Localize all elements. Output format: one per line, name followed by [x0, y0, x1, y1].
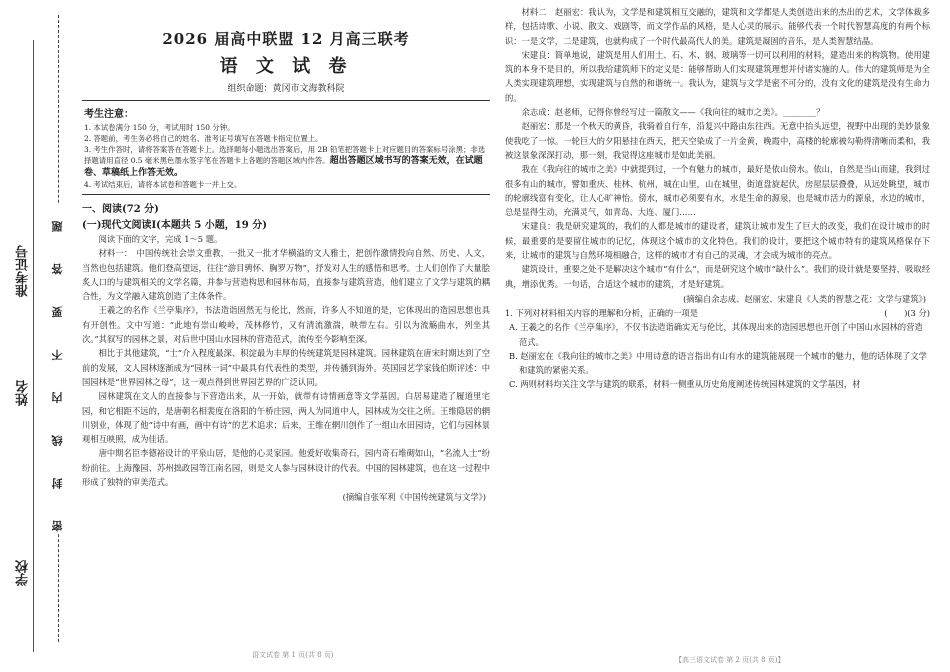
right-column: [505, 5, 930, 665]
passage-paragraph: 宋建良：简单地说，建筑是用人们用土、石、木、钢、玻璃等一切可以利用的材料，建造出来的构筑物。使用建筑的本身不是目的，所以我给建筑师下的定义是：能够帮助人们实现建筑理想并付诸实施的人。伟大的建筑师是为全人类实现建筑理想，实现建筑与自然的和谐统一。我认为，建筑与文学是密不可分的，没有文化的建筑是没有生命力的。: [505, 49, 930, 103]
exam-title: 2026 届高中联盟 12 月高三联考: [162, 30, 410, 48]
notes-title: 考生注意：: [84, 109, 134, 120]
note-item: 4. 考试结束后，请将本试卷和答题卡一并上交。: [84, 180, 242, 189]
notes-emphasis: 超出答题区域书写的答案无效，在试题卷、草稿纸上作答无效。: [84, 156, 483, 178]
name-label: 姓名: [16, 380, 31, 406]
exam-notes: [82, 100, 490, 195]
source-citation: (摘编自余志成、赵丽宏、宋建良《人类的智慧之花：文学与建筑》): [683, 293, 926, 304]
source-citation: (摘编自张军利《中国传统建筑与文学》): [342, 492, 486, 503]
binding-strip: [0, 0, 78, 672]
passage-paragraph: 唐中期名臣李德裕设计的平泉山居，是他的心灵家园。他爱好收集奇石，园内奇石堆砌如山，“名流人士”纷纷前往。上海豫园、苏州拙政园等江南名园，则是文人参与园林设计的代表。中国的园林建筑，也在这一过程中形成了独特的审美范式。: [82, 448, 490, 488]
option-c: C. 两则材料均关注文学与建筑的联系，材料一侧重从历史角度阐述传统园林建筑的文学基因，材: [509, 379, 861, 390]
passage-paragraph: 材料二 赵丽宏：我认为，文学是和建筑相互交融的，建筑和文学都是人类创造出来的杰出的艺术，文学体裁多样，包括诗歌、小说、散文、戏剧等，而文学作品的风格，是人心灵的展示。能够代表一个时代智慧高度的有两个标识：一是文学，二是建筑，也就构成了一个时代最高代人的美。建筑是凝固的音乐，是人类智慧结晶。: [505, 7, 930, 46]
section-heading: 一、阅读(72 分): [82, 204, 159, 215]
option-a: A. 王羲之的名作《兰亭集序》，不仅书法造诣确实无与伦比，其体现出来的造园思想也开创了中国山水园林的营造范式。: [509, 322, 923, 347]
option-b: B. 赵丽宏在《我向往的城市之美》中用诗意的语言指出有山有水的建筑能展现一个城市的魅力，他的话体现了文学和建筑的紧密关系。: [509, 350, 927, 376]
left-column: [82, 20, 490, 660]
page-footer: 语文试卷 第 1 页(共 8 页): [252, 651, 334, 659]
passage-paragraph: 王羲之的名作《兰亭集序》，书法造诣固然无与伦比，然而，许多人不知道的是，它体现出的造园思想也具有开创性。文中写道：“此地有崇山峻岭，茂林修竹，又有清流激湍，映带左右。引以为流觞曲水，列坐其次。”其叙写的园林之景，对后世中国山水园林的营造范式，流传至今影响至深。: [82, 305, 490, 345]
answer-blank[interactable]: ( )(3 分): [884, 307, 930, 318]
question-stem: 1. 下列对材料相关内容的理解和分析，正确的一项是 ( )(3 分): [505, 306, 930, 320]
note-item: 2. 答题前，考生务必将自己的姓名、准考证号填写在答题卡指定位置上。: [84, 134, 323, 143]
organizer: 组织命题：黄冈市文海教科院: [227, 84, 345, 94]
passage-paragraph: 相比于其他建筑，“士”介入程度最深、积淀最为丰厚的传统建筑是园林建筑。园林建筑在唐宋时期达到了空前的发展，文人园林逐渐成为“园林一词”中最具有代表性的类型，并传播到海外。英国园艺学家钱伯斯评述：中国园林是“世界园林之母”，这一观点得到世界园艺界的广泛认同。: [82, 348, 490, 387]
seal-line-text: 密 封 线 内 不 要 答 题: [51, 207, 64, 532]
passage-paragraph: 余志成：赵老师，记得你曾经写过一篇散文——《我向往的城市之美》。________？: [521, 107, 825, 118]
passage-paragraph: 赵丽宏：那是一个秋天的黄昏，我骑着自行车，沿复兴中路由东往西。无意中抬头远望，视野中出现的美妙景象使我吃了一惊。一轮巨大的夕阳悬挂在西天，把天空染成了一片金黄，晚霞中，高楼的轮廓被勾勒得清晰而柔和，我被这景象深深打动，那一刻，我觉得这座城市是如此美丽。: [505, 121, 930, 160]
passage-paragraph: 宋建良：我是研究建筑的，我们的人都是城市的建设者，建筑让城市发生了巨大的改变，我们在设计城市的时候，最重要的是要留住城市的记忆，体现这个城市的文化特色。我们的设计，要把这个城市特有的建筑风格保存下来，让城市的建筑与自然环境相融合，这样的城市才有自己的灵魂，才会成为城市的亮点。: [505, 221, 930, 261]
passage-paragraph: 园林建筑在文人的直接参与下营造出来，从一开始，就带有诗情画意等文学基因。白居易建造了履道里宅园，和它相距不远的，是唐朝名相裴度在洛阳的午桥庄园，两人为同道中人，园林成为交往之所。王维隐居的辋川别业，体现了他“诗中有画，画中有诗”的艺术追求；后来，王维在辋川创作了一组山水田园诗，它们与园林景观相互映照，成为佳话。: [82, 391, 490, 445]
reading-instruction: 阅读下面的文字，完成 1～5 题。: [98, 234, 223, 244]
passage-paragraph: 我在《我向往的城市之美》中就提到过，一个有魅力的城市，最好是依山傍水。依山，自然是当山而建，我到过很多有山的城市，譬如重庆、桂林、杭州，城在山里，山在城里，街道盘旋起伏，房屋层层叠叠，从远处眺望，城市的轮廓线富有变化，让人心旷神怡。傍水，城市必须要有水，水是生命的源泉，也是城市活力的源泉，水边的城市，总是显得生动，充满灵气，如青岛、大连、厦门……: [505, 164, 930, 218]
note-item: 1. 本试卷满分 150 分，考试用时 150 分钟。: [84, 123, 235, 132]
passage-paragraph: 材料一： 中国传统社会崇文重教，一批又一批才华横溢的文人雅士，把创作激情投向自然、历史、人文，当然也包括建筑。他们登高望远，往往“游目骋怀、胸罗万物”，抒发对人生的感悟和思考。士人们创作了大量脍炙人口的与建筑相关的文学名篇，并参与营造构思和园林布局，直接参与建筑营造，他们建立了文学与建筑的耦合性，为文学融入建筑创造了主体条件。: [82, 248, 490, 302]
note-item: 3. 考生作答时，请将答案答在答题卡上。选择题每小题选出答案后，用 2B 铅笔把答题卡上对应题目的答案标号涂黑；非选择题请用直径 0.5 毫米黑色墨水签字笔在答题卡上各题的答题区域内作答。超出答题区域书写的答案无效，在试题卷、草稿纸上作答无效。: [84, 145, 486, 178]
subject-title: 语 文 试 卷: [219, 56, 353, 77]
page-footer: 【高三语文试卷 第 2 页(共 8 页)】: [675, 656, 785, 664]
ticket-label: 准考证号: [16, 245, 31, 297]
subsection-heading: (一)现代文阅读Ⅰ(本题共 5 小题，19 分): [82, 220, 267, 231]
passage-paragraph: 建筑设计，重要之处不是解决这个城市“有什么”，而是研究这个城市“缺什么”。我们的设计就是要坚持，吸取经典，增添优秀。一句话，合适这个城市的建筑，才是好建筑。: [505, 264, 930, 289]
binding-line: [33, 40, 34, 652]
school-label: 学校: [16, 560, 31, 586]
